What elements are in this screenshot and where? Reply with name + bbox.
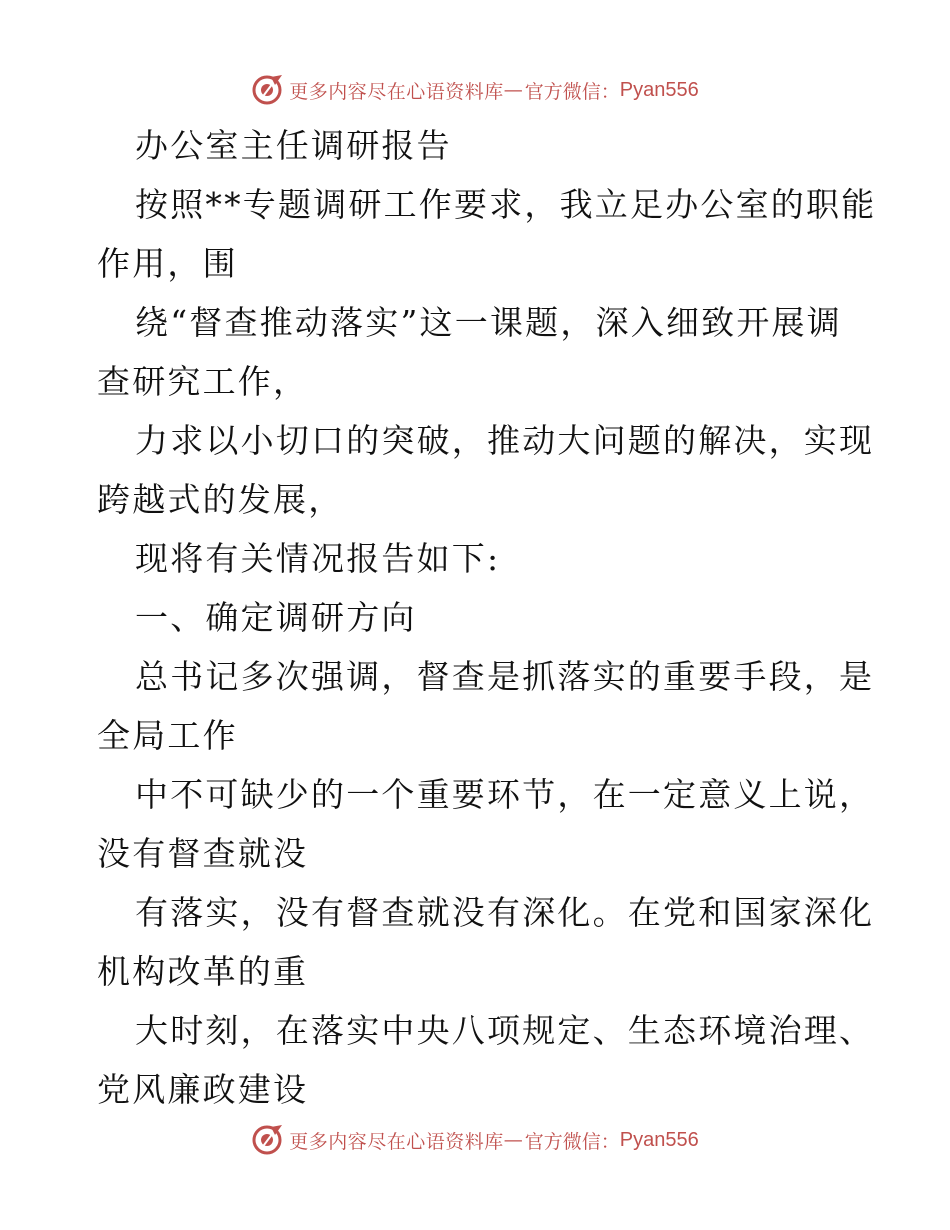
paragraph-line: 绕“督查推动落实”这一课题，深入细致开展调 (135, 303, 842, 342)
paragraph-line: 跨越式的发展， (97, 480, 344, 519)
quill-logo-icon (251, 73, 285, 107)
document-title: 办公室主任调研报告 (135, 126, 452, 165)
banner-text: 更多内容尽在心语资料库 (289, 80, 504, 103)
banner-wechat-id: Pyan556 (619, 78, 699, 101)
paragraph-line: 按照**专题调研工作要求，我立足办公室的职能 (135, 185, 877, 224)
paragraph-line: 大时刻，在落实中央八项规定、生态环境治理、 (135, 1011, 875, 1050)
paragraph-line: 全局工作 (97, 716, 238, 755)
banner-dash: — (503, 79, 523, 101)
banner-dash: — (503, 1129, 523, 1151)
banner-text: 更多内容尽在心语资料库 (289, 1130, 504, 1153)
paragraph-line: 有落实，没有督查就没有深化。在党和国家深化 (135, 893, 875, 932)
paragraph-line: 中不可缺少的一个重要环节，在一定意义上说， (135, 775, 875, 814)
banner-wechat-id: Pyan556 (619, 1128, 699, 1151)
paragraph-line: 力求以小切口的突破，推动大问题的解决，实现 (135, 421, 875, 460)
header-banner (0, 70, 950, 110)
paragraph-line: 党风廉政建设 (97, 1070, 309, 1109)
paragraph-line: 查研究工作， (97, 362, 309, 401)
footer-banner (0, 1120, 950, 1160)
paragraph-line: 机构改革的重 (97, 952, 309, 991)
quill-logo-icon (251, 1123, 285, 1157)
paragraph-line: 现将有关情况报告如下: (135, 539, 501, 578)
banner-wechat-label: 官方微信： (524, 80, 620, 103)
banner-wechat-label: 官方微信： (524, 1130, 620, 1153)
section-heading: 一、确定调研方向 (135, 598, 417, 637)
paragraph-line: 没有督查就没 (97, 834, 309, 873)
paragraph-line: 作用，围 (97, 244, 238, 283)
paragraph-line: 总书记多次强调，督查是抓落实的重要手段，是 (135, 657, 875, 696)
document-body (97, 116, 877, 1119)
